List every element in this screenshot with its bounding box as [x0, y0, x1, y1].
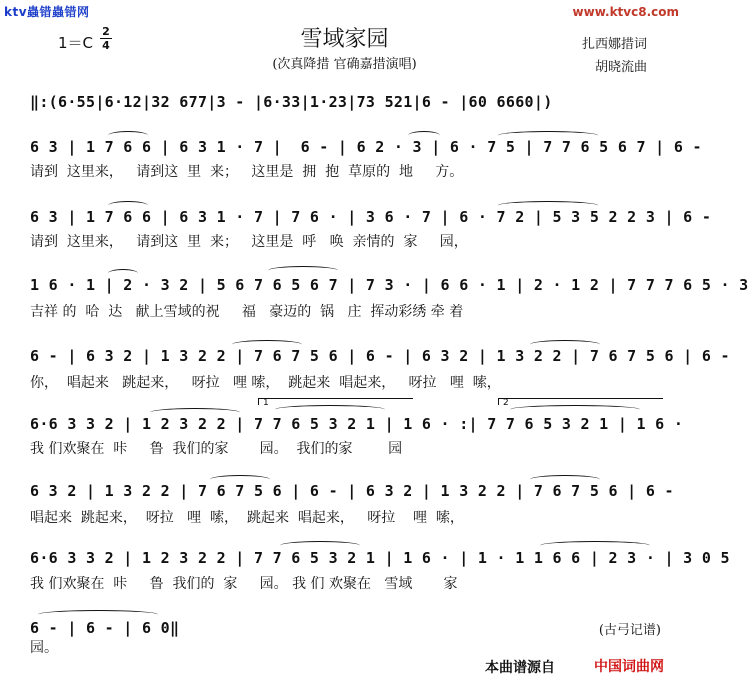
slur-mark [530, 340, 600, 349]
score-system-6: 6·6 3 3 2 | 1 2 3 2 2 | 7 7 6 5 3 2 1 | 1 6 · :| 7 7 6 5 3 2 1 | 1 6 · [30, 415, 684, 433]
score-system-7: 6 3 2 | 1 3 2 2 | 7 6 7 5 6 | 6 - | 6 3 2 | 1 3 2 2 | 7 6 7 5 6 | 6 - [30, 482, 674, 500]
slur-mark [268, 266, 338, 275]
slur-mark [275, 405, 385, 414]
slur-mark [280, 541, 360, 550]
slur-mark [510, 405, 640, 414]
score-system-8: 6·6 3 3 2 | 1 2 3 2 2 | 7 7 6 5 3 2 1 | 1 6 · | 1 · 1 1 6 6 | 2 3 · | 3 0 5 [30, 549, 730, 567]
meter-bottom: 4 [102, 39, 110, 52]
lyrics-line-3: 请到 这里来， 请到这 里 来； 这里是 呼 唤 亲情的 家 园， [30, 234, 468, 250]
score-system-9: 6 - | 6 - | 6 0‖ [30, 619, 180, 637]
source-site-link[interactable]: 中国词曲网 [594, 659, 664, 675]
slur-mark [232, 340, 302, 349]
meter-top: 2 [102, 25, 110, 38]
score-system-3: 6 3 | 1 7 6 6 | 6 3 1 · 7 | 7 6 · | 3 6 · 7 | 6 · 7 2 | 5 3 5 2 2 3 | 6 - [30, 208, 712, 226]
volta-first-ending: 1 [258, 398, 413, 405]
lyrics-line-5: 你， 唱起来 跳起来， 呀拉 哩 嗦， 跳起来 唱起来， 呀拉 哩 嗦， [30, 375, 501, 391]
slur-mark [498, 131, 598, 140]
lyrics-line-4: 吉祥 的 哈 达 献上雪域的祝 福 豪迈的 锅 庄 挥动彩绣 牵 着 [30, 304, 464, 320]
slur-mark [150, 408, 240, 417]
notation-credit: (古弓记谱) [598, 623, 661, 638]
score-system-1: ‖:(6·55|6·12|32 677|3 - |6·33|1·23|73 521|6 - |60 6660|) [30, 93, 553, 111]
slur-mark [108, 131, 148, 140]
slur-mark [408, 131, 440, 140]
lyrics-line-9: 园。 [30, 640, 58, 656]
lyrics-line-2: 请到 这里来， 请到这 里 来； 这里是 拥 抱 草原的 地 方。 [30, 164, 464, 180]
slur-mark [38, 610, 158, 619]
slur-mark [540, 541, 650, 550]
watermark-left: ktv蟲错蟲错网 [4, 5, 90, 19]
slur-mark [530, 475, 600, 484]
lyrics-line-6: 我 们欢聚在 咔 鲁 我们的家 园。 我们的家 园 [30, 441, 403, 457]
key-signature: 1＝C [58, 34, 94, 52]
slur-mark [210, 475, 270, 484]
lyrics-line-8: 我 们欢聚在 咔 鲁 我们的 家 园。 我 们 欢聚在 雪域 家 [30, 576, 458, 592]
lyricist-credit: 扎西娜措词 [581, 37, 647, 52]
score-system-4: 1 6 · 1 | 2 · 3 2 | 5 6 7 6 5 6 7 | 7 3 · | 6 6 · 1 | 2 · 1 2 | 7 7 7 6 5 · 3 [30, 276, 748, 294]
slur-mark [108, 269, 138, 278]
lyrics-line-7: 唱起来 跳起来， 呀拉 哩 嗦， 跳起来 唱起来， 呀拉 哩 嗦， [30, 510, 464, 526]
watermark-right[interactable]: www.ktvc8.com [572, 5, 679, 19]
composer-credit: 胡晓流曲 [594, 60, 647, 75]
singers-credit: (次真降措 官确嘉措演唱) [272, 57, 417, 72]
score-system-5: 6 - | 6 3 2 | 1 3 2 2 | 7 6 7 5 6 | 6 - | 6 3 2 | 1 3 2 2 | 7 6 7 5 6 | 6 - [30, 347, 730, 365]
score-system-2: 6 3 | 1 7 6 6 | 6 3 1 · 7 | 6 - | 6 2 · 3 | 6 · 7 5 | 7 7 6 5 6 7 | 6 - [30, 138, 702, 156]
volta-second-ending: 2 [498, 398, 663, 405]
song-title: 雪域家园 [300, 27, 389, 52]
source-label: 本曲谱源自 [485, 660, 555, 676]
slur-mark [108, 201, 148, 210]
slur-mark [498, 201, 598, 210]
